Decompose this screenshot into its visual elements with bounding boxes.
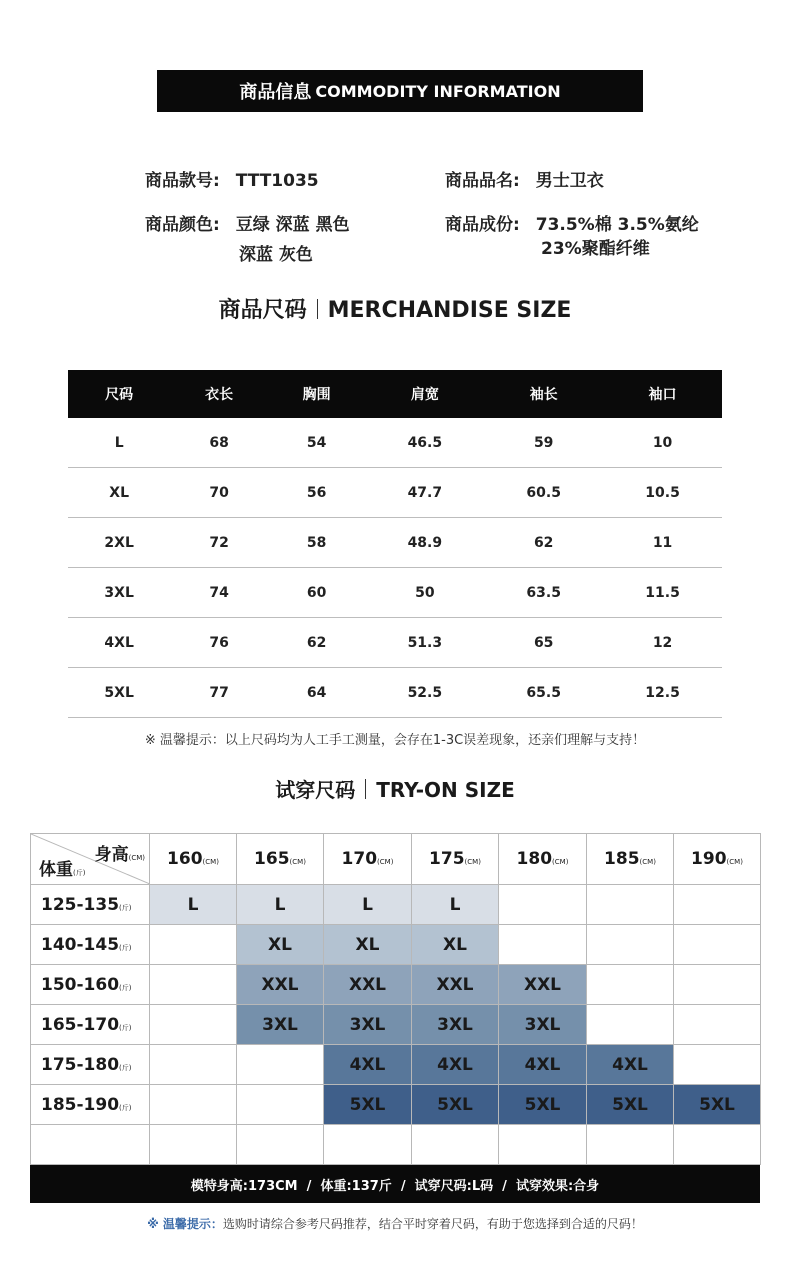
table-cell: 62 bbox=[484, 518, 603, 568]
size-cell: XL bbox=[412, 925, 499, 965]
table-row bbox=[68, 618, 722, 668]
code-label: 商品款号: bbox=[145, 171, 220, 191]
empty-row bbox=[31, 1125, 761, 1165]
corner-cell bbox=[31, 834, 150, 885]
comp-line2: 23%聚酯纤维 bbox=[541, 239, 650, 259]
empty-cell bbox=[150, 1005, 237, 1045]
table-cell: 11 bbox=[603, 518, 722, 568]
weight-cell: 175-180(斤) bbox=[31, 1045, 150, 1085]
name-row bbox=[445, 166, 604, 191]
color-line1: 豆绿 深蓝 黑色 bbox=[235, 215, 350, 235]
empty-cell bbox=[674, 1125, 761, 1165]
table-cell: 65 bbox=[484, 618, 603, 668]
header-cell: 衣长 bbox=[170, 370, 268, 418]
table-cell: L bbox=[68, 418, 170, 468]
weight-cell: 165-170(斤) bbox=[31, 1005, 150, 1045]
table-cell: 2XL bbox=[68, 518, 170, 568]
empty-cell bbox=[237, 1045, 324, 1085]
size-cell: L bbox=[412, 885, 499, 925]
size-cell: 3XL bbox=[499, 1005, 587, 1045]
weight-row bbox=[31, 1085, 761, 1125]
size-cell: XL bbox=[237, 925, 324, 965]
model-info-text: 模特身高:173CM / 体重:137斤 / 试穿尺码:L码 / 试穿效果:合身 bbox=[190, 1178, 600, 1194]
size-title-zh: 商品尺码 bbox=[218, 298, 307, 323]
banner-title-zh: 商品信息 bbox=[239, 82, 312, 103]
empty-cell bbox=[499, 1125, 587, 1165]
table-cell: 74 bbox=[170, 568, 268, 618]
height-cell: 175(CM) bbox=[412, 834, 499, 885]
empty-cell bbox=[237, 1125, 324, 1165]
table-cell: 63.5 bbox=[484, 568, 603, 618]
color-line2: 深蓝 灰色 bbox=[239, 245, 313, 265]
size-cell: 5XL bbox=[499, 1085, 587, 1125]
height-cell: 160(CM) bbox=[150, 834, 237, 885]
size-cell: 3XL bbox=[237, 1005, 324, 1045]
table-row bbox=[68, 468, 722, 518]
table-cell: 70 bbox=[170, 468, 268, 518]
table-cell: 47.7 bbox=[365, 468, 484, 518]
tip-prefix: ※ 温馨提示： bbox=[147, 1217, 223, 1231]
comp-row bbox=[445, 210, 699, 235]
table-row bbox=[68, 568, 722, 618]
size-table-header bbox=[68, 370, 722, 418]
table-cell: 46.5 bbox=[365, 418, 484, 468]
size-note: ※ 温馨提示：以上尺码均为人工手工测量，会存在1-3C误差现象，还亲们理解与支持！ bbox=[144, 733, 646, 748]
color-row bbox=[145, 210, 350, 235]
empty-cell bbox=[587, 885, 674, 925]
bottom-tip bbox=[0, 1215, 790, 1232]
size-cell: 4XL bbox=[324, 1045, 412, 1085]
height-cell: 170(CM) bbox=[324, 834, 412, 885]
table-cell: 5XL bbox=[68, 668, 170, 718]
code-value: TTT1035 bbox=[235, 171, 319, 191]
size-table bbox=[68, 370, 722, 718]
table-cell: 10.5 bbox=[603, 468, 722, 518]
size-cell: L bbox=[237, 885, 324, 925]
size-cell: XXL bbox=[412, 965, 499, 1005]
size-cell: L bbox=[150, 885, 237, 925]
size-cell: 3XL bbox=[412, 1005, 499, 1045]
table-cell: 54 bbox=[268, 418, 366, 468]
size-cell: 4XL bbox=[587, 1045, 674, 1085]
height-header-row bbox=[31, 834, 761, 885]
table-row bbox=[68, 668, 722, 718]
table-cell: 62 bbox=[268, 618, 366, 668]
table-cell: 51.3 bbox=[365, 618, 484, 668]
size-cell: L bbox=[324, 885, 412, 925]
table-cell: 76 bbox=[170, 618, 268, 668]
empty-cell bbox=[150, 965, 237, 1005]
name-label: 商品品名: bbox=[445, 171, 520, 191]
empty-cell bbox=[150, 1085, 237, 1125]
size-cell: 5XL bbox=[324, 1085, 412, 1125]
empty-cell bbox=[150, 925, 237, 965]
empty-cell bbox=[150, 1125, 237, 1165]
table-cell: 52.5 bbox=[365, 668, 484, 718]
header-cell: 尺码 bbox=[68, 370, 170, 418]
empty-cell bbox=[499, 925, 587, 965]
empty-cell bbox=[674, 1045, 761, 1085]
weight-row bbox=[31, 1045, 761, 1085]
empty-cell bbox=[412, 1125, 499, 1165]
table-cell: 60 bbox=[268, 568, 366, 618]
color-label: 商品颜色: bbox=[145, 215, 220, 235]
table-cell: 3XL bbox=[68, 568, 170, 618]
table-cell: 58 bbox=[268, 518, 366, 568]
table-cell: 56 bbox=[268, 468, 366, 518]
size-cell: 4XL bbox=[499, 1045, 587, 1085]
table-cell: 12.5 bbox=[603, 668, 722, 718]
size-cell: 5XL bbox=[674, 1085, 761, 1125]
weight-row bbox=[31, 965, 761, 1005]
table-cell: 12 bbox=[603, 618, 722, 668]
height-cell: 185(CM) bbox=[587, 834, 674, 885]
banner-title-en: COMMODITY INFORMATION bbox=[315, 81, 561, 101]
tip-text: 选购时请综合参考尺码推荐，结合平时穿着尺码，有助于您选择到合适的尺码！ bbox=[222, 1217, 643, 1231]
table-cell: XL bbox=[68, 468, 170, 518]
comp-label: 商品成份: bbox=[445, 215, 520, 235]
table-cell: 77 bbox=[170, 668, 268, 718]
header-cell: 胸围 bbox=[268, 370, 366, 418]
size-title-en: MERCHANDISE SIZE bbox=[327, 298, 572, 323]
model-info-bar bbox=[30, 1165, 760, 1203]
weight-cell: 125-135(斤) bbox=[31, 885, 150, 925]
table-cell: 4XL bbox=[68, 618, 170, 668]
weight-cell: 185-190(斤) bbox=[31, 1085, 150, 1125]
tryon-section-title bbox=[0, 774, 790, 803]
name-value: 男士卫衣 bbox=[535, 171, 604, 191]
weight-cell: 150-160(斤) bbox=[31, 965, 150, 1005]
code-row bbox=[145, 166, 319, 191]
size-cell: 4XL bbox=[412, 1045, 499, 1085]
empty-cell bbox=[587, 1005, 674, 1045]
empty-cell bbox=[324, 1125, 412, 1165]
height-cell: 165(CM) bbox=[237, 834, 324, 885]
table-cell: 10 bbox=[603, 418, 722, 468]
size-cell: 5XL bbox=[412, 1085, 499, 1125]
height-cell: 190(CM) bbox=[674, 834, 761, 885]
tryon-title-zh: 试穿尺码 bbox=[275, 778, 356, 802]
table-cell: 50 bbox=[365, 568, 484, 618]
table-cell: 48.9 bbox=[365, 518, 484, 568]
weight-cell: 140-145(斤) bbox=[31, 925, 150, 965]
info-banner bbox=[157, 70, 643, 112]
size-cell: 3XL bbox=[324, 1005, 412, 1045]
empty-cell bbox=[237, 1085, 324, 1125]
empty-cell bbox=[674, 1005, 761, 1045]
size-cell: XXL bbox=[499, 965, 587, 1005]
header-cell: 袖口 bbox=[603, 370, 722, 418]
table-row bbox=[68, 518, 722, 568]
height-label: 身高(CM) bbox=[94, 845, 145, 865]
empty-cell bbox=[674, 965, 761, 1005]
size-section-title bbox=[0, 293, 790, 324]
weight-label: 体重(斤) bbox=[39, 860, 86, 880]
size-cell: XXL bbox=[237, 965, 324, 1005]
size-cell: XL bbox=[324, 925, 412, 965]
empty-cell bbox=[587, 925, 674, 965]
empty-cell bbox=[674, 885, 761, 925]
empty-cell bbox=[674, 925, 761, 965]
header-cell: 肩宽 bbox=[365, 370, 484, 418]
weight-row bbox=[31, 885, 761, 925]
empty-cell bbox=[31, 1125, 150, 1165]
table-row bbox=[68, 418, 722, 468]
table-cell: 60.5 bbox=[484, 468, 603, 518]
weight-row bbox=[31, 1005, 761, 1045]
tryon-title-en: TRY-ON SIZE bbox=[376, 778, 515, 802]
size-cell: XXL bbox=[324, 965, 412, 1005]
empty-cell bbox=[499, 885, 587, 925]
header-cell: 袖长 bbox=[484, 370, 603, 418]
comp-line1: 73.5%棉 3.5%氨纶 bbox=[535, 215, 699, 235]
tryon-grid bbox=[30, 833, 761, 1165]
height-cell: 180(CM) bbox=[499, 834, 587, 885]
table-cell: 68 bbox=[170, 418, 268, 468]
table-cell: 11.5 bbox=[603, 568, 722, 618]
table-cell: 59 bbox=[484, 418, 603, 468]
table-cell: 72 bbox=[170, 518, 268, 568]
empty-cell bbox=[587, 1125, 674, 1165]
weight-row bbox=[31, 925, 761, 965]
empty-cell bbox=[150, 1045, 237, 1085]
size-cell: 5XL bbox=[587, 1085, 674, 1125]
empty-cell bbox=[587, 965, 674, 1005]
table-cell: 65.5 bbox=[484, 668, 603, 718]
table-cell: 64 bbox=[268, 668, 366, 718]
